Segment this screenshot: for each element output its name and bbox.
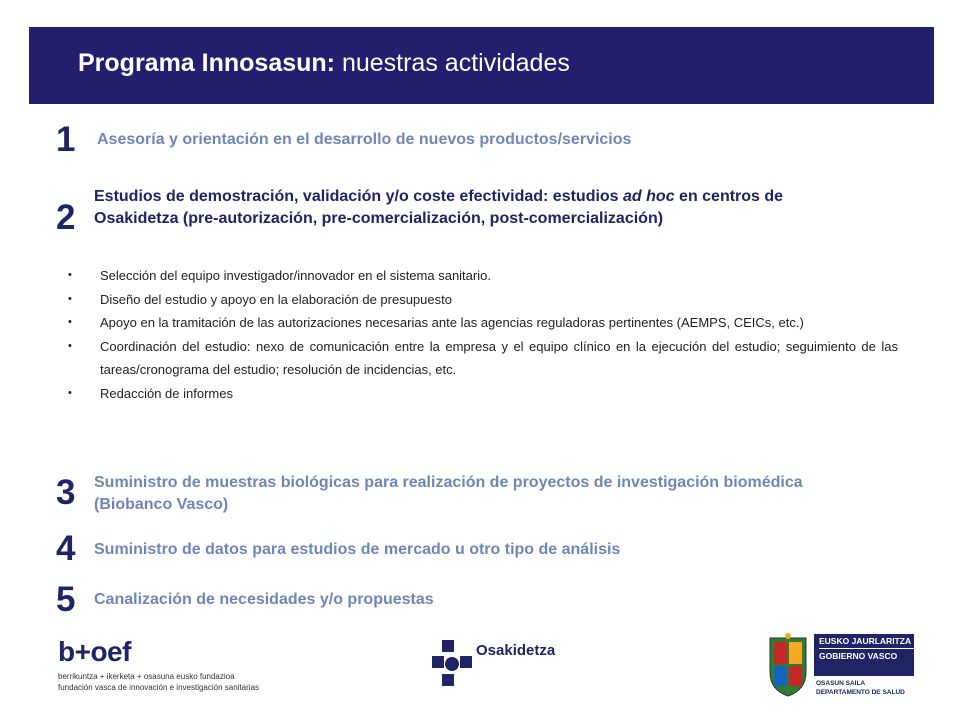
gov-line-2: GOBIERNO VASCO (819, 648, 914, 663)
osakidetza-wordmark: Osakidetza (476, 642, 556, 659)
section-2-text-part1: Estudios de demostración, validación y/o coste efectividad: estudios (94, 188, 624, 205)
gobierno-vasco-banner (814, 634, 914, 676)
osakidetza-logo (432, 640, 582, 690)
gobierno-vasco-logo (766, 632, 926, 702)
title-program-name: Programa Innosasun: (78, 49, 335, 77)
coat-of-arms-icon (766, 632, 810, 698)
section-2-text-part2: en centros de Osakidetza (pre-autorización, pre-comercialización, post-comercialización) (94, 188, 784, 227)
section-1-number: 1 (56, 120, 76, 159)
list-item: • Selección del equipo investigador/innovador en el sistema sanitario. (68, 264, 898, 288)
section-2-text-italic: ad hoc (623, 188, 675, 205)
section-5-number: 5 (56, 580, 76, 619)
list-item: • Redacción de informes (68, 382, 898, 406)
section-4-number: 4 (56, 529, 76, 568)
page-title (78, 49, 570, 78)
bioef-tagline-2: fundación vasca de innovación e investigación sanitarias (58, 683, 260, 692)
section-5-text: Canalización de necesidades y/o propuestas (94, 591, 434, 608)
bioef-tagline-1: berrikuntza + ikerketa + osasuna eusko fundazioa (58, 672, 235, 681)
title-subtitle: nuestras actividades (341, 49, 570, 77)
section-2-number: 2 (56, 198, 76, 237)
list-item: • Apoyo en la tramitación de las autorizaciones necesarias ante las agencias reguladoras pertinentes (AEMPS, CEICs, etc.) (68, 311, 898, 335)
bioef-wordmark: b+oef (58, 636, 131, 667)
section-2-bullet-list (68, 264, 898, 405)
gov-sub-2: DEPARTAMENTO DE SALUD (816, 689, 905, 696)
section-4-text: Suministro de datos para estudios de mercado u otro tipo de análisis (94, 541, 621, 558)
gov-sub-1: OSASUN SAILA (816, 680, 866, 687)
list-item: • Coordinación del estudio: nexo de comunicación entre la empresa y el equipo clínico en la ejecución del estudio; seguimiento de las tareas/cronograma del estudio; resolución de incidencias, etc. (68, 335, 898, 382)
section-1-text: Asesoría y orientación en el desarrollo de nuevos productos/servicios (97, 131, 632, 148)
osakidetza-symbol-icon (432, 640, 472, 690)
header-bar (29, 27, 934, 104)
gov-department (816, 679, 905, 697)
section-3-number: 3 (56, 473, 76, 512)
list-item: • Diseño del estudio y apoyo en la elaboración de presupuesto (68, 288, 898, 312)
bioef-logo (58, 638, 298, 698)
section-3-text: Suministro de muestras biológicas para realización de proyectos de investigación biomédica (Biobanco Vasco) (94, 474, 803, 513)
gov-line-1: EUSKO JAURLARITZA (819, 636, 912, 646)
section-2-text (94, 186, 824, 230)
